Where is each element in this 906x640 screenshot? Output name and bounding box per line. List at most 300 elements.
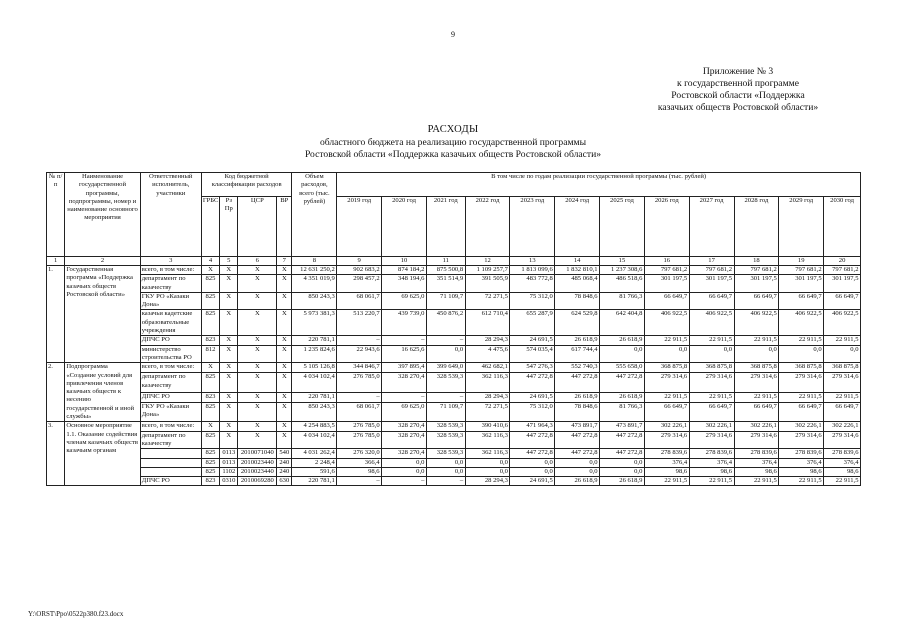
year-value-cell: –	[426, 336, 465, 345]
year-value-cell: 26 618,9	[600, 477, 645, 486]
index-cell: 12	[465, 257, 510, 266]
index-cell: 3	[140, 257, 201, 266]
vr-cell: X	[277, 336, 292, 345]
year-value-cell: 376,4	[734, 458, 779, 467]
year-value-cell: –	[337, 392, 382, 402]
vr-cell: X	[277, 345, 292, 363]
year-value-cell: 22 911,5	[689, 392, 734, 402]
col-header-year: 2022 год	[465, 197, 510, 257]
year-value-cell: 301 197,5	[779, 275, 824, 293]
index-cell: 2	[65, 257, 140, 266]
year-value-cell: 22 911,5	[824, 392, 861, 402]
year-value-cell: 298 457,2	[337, 275, 382, 293]
year-value-cell: 447 272,8	[510, 431, 555, 449]
program-name: Государственная программа «Поддержка казачьих обществ Ростовской области»	[65, 266, 140, 363]
file-path-footer: Y:\ORST\Ppo\0522p380.f23.docx	[28, 610, 124, 618]
year-value-cell: 483 772,8	[510, 275, 555, 293]
grbs-cell: 823	[201, 336, 219, 345]
year-value-cell: 328 270,4	[382, 373, 427, 392]
year-value-cell: 447 272,8	[555, 373, 600, 392]
col-header-executor: Ответственный исполнитель, участники	[140, 173, 201, 257]
year-value-cell: 0,0	[779, 345, 824, 363]
year-value-cell: 368 875,8	[779, 363, 824, 373]
index-cell: 17	[689, 257, 734, 266]
grbs-cell: 812	[201, 345, 219, 363]
csr-cell: X	[238, 336, 277, 345]
executor-cell: всего, в том числе:	[140, 266, 201, 275]
rz-cell: X	[220, 310, 238, 336]
vr-cell: X	[277, 431, 292, 449]
csr-cell: 2010069280	[238, 477, 277, 486]
appendix-line: Ростовской области «Поддержка	[671, 90, 805, 101]
grbs-cell: 825	[201, 310, 219, 336]
year-value-cell: 66 649,7	[779, 292, 824, 310]
year-value-cell: 0,0	[426, 467, 465, 476]
rz-cell: X	[220, 392, 238, 402]
year-value-cell: 612 710,4	[465, 310, 510, 336]
year-value-cell: 4 475,6	[465, 345, 510, 363]
year-value-cell: 797 681,2	[779, 266, 824, 275]
table-row	[47, 422, 861, 431]
year-value-cell: 0,0	[426, 345, 465, 363]
index-row	[47, 257, 861, 266]
year-value-cell: 797 681,2	[644, 266, 689, 275]
year-value-cell: 362 116,3	[465, 373, 510, 392]
year-value-cell: 22 911,5	[779, 477, 824, 486]
year-value-cell: 362 116,3	[465, 449, 510, 458]
year-value-cell: 276 785,0	[337, 422, 382, 431]
year-value-cell: 28 294,3	[465, 392, 510, 402]
total-cell: 5 973 381,3	[292, 310, 337, 336]
index-cell: 5	[220, 257, 238, 266]
table-row	[47, 345, 861, 363]
rz-cell: X	[220, 292, 238, 310]
vr-cell: X	[277, 363, 292, 373]
csr-cell: X	[238, 363, 277, 373]
year-value-cell: 75 312,0	[510, 292, 555, 310]
year-value-cell: 66 649,7	[689, 292, 734, 310]
index-cell: 8	[292, 257, 337, 266]
total-cell: 220 781,1	[292, 477, 337, 486]
year-value-cell: 24 691,5	[510, 477, 555, 486]
year-value-cell: 302 226,1	[734, 422, 779, 431]
appendix-block	[618, 66, 858, 114]
year-value-cell: 279 314,6	[689, 431, 734, 449]
csr-cell: 2010023440	[238, 458, 277, 467]
col-header-year: 2025 год	[600, 197, 645, 257]
total-cell: 4 031 262,4	[292, 449, 337, 458]
year-value-cell: 399 649,0	[426, 363, 465, 373]
expenditure-table	[46, 172, 861, 486]
index-cell: 6	[238, 257, 277, 266]
year-value-cell: 302 226,1	[689, 422, 734, 431]
year-value-cell: 547 276,3	[510, 363, 555, 373]
year-value-cell: 473 891,7	[555, 422, 600, 431]
year-value-cell: 16 625,6	[382, 345, 427, 363]
program-name: Подпрограмма «Создание условий для привлечения членов казачьих обществ к несению государственной и иной службы»	[65, 363, 140, 422]
table-row	[47, 449, 861, 458]
vr-cell: X	[277, 402, 292, 421]
index-cell: 16	[644, 257, 689, 266]
document-title	[0, 124, 906, 162]
grbs-cell: 825	[201, 292, 219, 310]
year-value-cell: 0,0	[555, 458, 600, 467]
title-main: РАСХОДЫ	[427, 124, 479, 135]
year-value-cell: 66 649,7	[644, 402, 689, 421]
rz-cell: 1102	[220, 467, 238, 476]
year-value-cell: 406 922,5	[689, 310, 734, 336]
year-value-cell: 22 911,5	[644, 336, 689, 345]
rz-cell: X	[220, 275, 238, 293]
year-value-cell: 279 314,6	[644, 373, 689, 392]
year-value-cell: 276 785,0	[337, 431, 382, 449]
csr-cell: X	[238, 392, 277, 402]
year-value-cell: 447 272,8	[600, 431, 645, 449]
year-value-cell: 301 197,5	[689, 275, 734, 293]
year-value-cell: 69 625,0	[382, 402, 427, 421]
year-value-cell: 0,0	[465, 467, 510, 476]
program-name: Основное мероприятие 1.1. Оказание содействия членам казачьих обществ казачьим органам	[65, 422, 140, 486]
col-header-year: 2021 год	[426, 197, 465, 257]
year-value-cell: 22 911,5	[644, 477, 689, 486]
year-value-cell: 22 911,5	[689, 336, 734, 345]
grbs-cell: 825	[201, 431, 219, 449]
year-value-cell: 66 649,7	[734, 402, 779, 421]
year-value-cell: 302 226,1	[644, 422, 689, 431]
rz-cell: X	[220, 266, 238, 275]
grbs-cell: 825	[201, 373, 219, 392]
year-value-cell: 0,0	[382, 458, 427, 467]
year-value-cell: 471 964,3	[510, 422, 555, 431]
year-value-cell: 81 766,3	[600, 292, 645, 310]
index-cell: 15	[600, 257, 645, 266]
year-value-cell: 655 287,9	[510, 310, 555, 336]
year-value-cell: 376,4	[824, 458, 861, 467]
year-value-cell: 0,0	[600, 345, 645, 363]
year-value-cell: –	[426, 477, 465, 486]
year-value-cell: 447 272,8	[600, 373, 645, 392]
grbs-cell: 825	[201, 458, 219, 467]
year-value-cell: 391 505,9	[465, 275, 510, 293]
col-header-grbs: ГРБС	[201, 197, 219, 257]
grbs-cell: X	[201, 363, 219, 373]
executor-cell: департамент по казачеству	[140, 373, 201, 392]
year-value-cell: 22 943,6	[337, 345, 382, 363]
vr-cell: X	[277, 275, 292, 293]
table-row	[47, 477, 861, 486]
grbs-cell: 825	[201, 467, 219, 476]
col-header-year: 2027 год	[689, 197, 734, 257]
executor-cell: ДПЧС РО	[140, 477, 201, 486]
csr-cell: X	[238, 275, 277, 293]
year-value-cell: 0,0	[644, 345, 689, 363]
page-number: 9	[451, 30, 455, 39]
col-header-year: 2019 год	[337, 197, 382, 257]
year-value-cell: 555 658,0	[600, 363, 645, 373]
year-value-cell: 66 649,7	[779, 402, 824, 421]
col-header-year: 2023 год	[510, 197, 555, 257]
grbs-cell: X	[201, 266, 219, 275]
year-value-cell: 0,0	[689, 345, 734, 363]
vr-cell: X	[277, 392, 292, 402]
executor-cell: департамент по казачеству	[140, 275, 201, 293]
year-value-cell: 328 270,4	[382, 431, 427, 449]
total-cell: 12 631 250,2	[292, 266, 337, 275]
year-value-cell: 368 875,8	[734, 363, 779, 373]
col-header-year: 2030 год	[824, 197, 861, 257]
year-value-cell: 328 270,4	[382, 422, 427, 431]
year-value-cell: 0,0	[382, 467, 427, 476]
rz-cell: 0310	[220, 477, 238, 486]
year-value-cell: 26 618,9	[600, 392, 645, 402]
col-header-years-group: В том числе по годам реализации государственной программы (тыс. рублей)	[337, 173, 861, 197]
year-value-cell: 26 618,9	[600, 336, 645, 345]
year-value-cell: 22 911,5	[689, 477, 734, 486]
year-value-cell: 302 226,1	[779, 422, 824, 431]
col-header-csr: ЦСР	[238, 197, 277, 257]
executor-cell	[140, 467, 201, 476]
year-value-cell: 75 312,0	[510, 402, 555, 421]
year-value-cell: 368 875,8	[689, 363, 734, 373]
year-value-cell: 66 649,7	[689, 402, 734, 421]
year-value-cell: 362 116,3	[465, 431, 510, 449]
executor-cell	[140, 458, 201, 467]
year-value-cell: 344 846,7	[337, 363, 382, 373]
year-value-cell: 447 272,8	[510, 373, 555, 392]
year-value-cell: 797 681,2	[734, 266, 779, 275]
executor-cell: ДПЧС РО	[140, 392, 201, 402]
col-header-volume: Объем расходов, всего (тыс. рублей)	[292, 173, 337, 257]
year-value-cell: 22 911,5	[779, 392, 824, 402]
rz-cell: X	[220, 373, 238, 392]
year-value-cell: 552 740,3	[555, 363, 600, 373]
year-value-cell: 279 314,6	[734, 373, 779, 392]
col-header-num: № п/п	[47, 173, 65, 257]
vr-cell: 240	[277, 467, 292, 476]
year-value-cell: 22 911,5	[824, 477, 861, 486]
table-row	[47, 310, 861, 336]
rz-cell: X	[220, 402, 238, 421]
vr-cell: 240	[277, 458, 292, 467]
col-header-year: 2026 год	[644, 197, 689, 257]
year-value-cell: 797 681,2	[689, 266, 734, 275]
col-header-year: 2029 год	[779, 197, 824, 257]
year-value-cell: 0,0	[510, 467, 555, 476]
year-value-cell: 22 911,5	[734, 392, 779, 402]
table-row	[47, 431, 861, 449]
year-value-cell: 473 891,7	[600, 422, 645, 431]
csr-cell: X	[238, 373, 277, 392]
year-value-cell: 1 813 099,6	[510, 266, 555, 275]
year-value-cell: 69 625,0	[382, 292, 427, 310]
index-cell: 18	[734, 257, 779, 266]
col-header-rz: Рз Пр	[220, 197, 238, 257]
year-value-cell: 22 911,5	[734, 336, 779, 345]
table-body	[47, 266, 861, 486]
index-cell: 9	[337, 257, 382, 266]
year-value-cell: 278 839,6	[689, 449, 734, 458]
year-value-cell: 439 739,0	[382, 310, 427, 336]
grbs-cell: X	[201, 422, 219, 431]
executor-cell: ГКУ РО «Казаки Дона»	[140, 292, 201, 310]
year-value-cell: 366,4	[337, 458, 382, 467]
executor-cell: министерство строительства РО	[140, 345, 201, 363]
executor-cell: казачьи кадетские образовательные учреждения	[140, 310, 201, 336]
index-cell: 4	[201, 257, 219, 266]
appendix-line: к государственной программе	[677, 78, 799, 89]
index-cell: 7	[277, 257, 292, 266]
year-value-cell: –	[337, 336, 382, 345]
year-value-cell: 447 272,8	[600, 449, 645, 458]
year-value-cell: 328 539,3	[426, 449, 465, 458]
year-value-cell: 24 691,5	[510, 392, 555, 402]
row-number: 3.	[47, 422, 65, 486]
year-value-cell: 71 109,7	[426, 402, 465, 421]
year-value-cell: 279 314,6	[734, 431, 779, 449]
rz-cell: X	[220, 345, 238, 363]
year-value-cell: 78 848,6	[555, 402, 600, 421]
year-value-cell: 279 314,6	[644, 431, 689, 449]
executor-cell: всего, в том числе:	[140, 422, 201, 431]
rz-cell: X	[220, 363, 238, 373]
vr-cell: X	[277, 310, 292, 336]
year-value-cell: 98,6	[779, 467, 824, 476]
year-value-cell: 0,0	[824, 345, 861, 363]
col-header-year: 2020 год	[382, 197, 427, 257]
year-value-cell: 406 922,5	[644, 310, 689, 336]
total-cell: 1 235 824,6	[292, 345, 337, 363]
year-value-cell: 0,0	[555, 467, 600, 476]
year-value-cell: 368 875,8	[824, 363, 861, 373]
vr-cell: 540	[277, 449, 292, 458]
total-cell: 4 351 019,9	[292, 275, 337, 293]
index-cell: 13	[510, 257, 555, 266]
year-value-cell: 376,4	[689, 458, 734, 467]
year-value-cell: 68 061,7	[337, 292, 382, 310]
csr-cell: X	[238, 266, 277, 275]
table-row	[47, 402, 861, 421]
year-value-cell: 624 529,8	[555, 310, 600, 336]
year-value-cell: 0,0	[510, 458, 555, 467]
csr-cell: X	[238, 345, 277, 363]
year-value-cell: 875 500,8	[426, 266, 465, 275]
executor-cell: ГКУ РО «Казаки Дона»	[140, 402, 201, 421]
table-row	[47, 458, 861, 467]
table-row	[47, 275, 861, 293]
index-cell: 19	[779, 257, 824, 266]
year-value-cell: 28 294,3	[465, 477, 510, 486]
year-value-cell: 26 618,9	[555, 336, 600, 345]
year-value-cell: 328 539,3	[426, 373, 465, 392]
year-value-cell: 22 911,5	[734, 477, 779, 486]
year-value-cell: 22 911,5	[824, 336, 861, 345]
csr-cell: X	[238, 292, 277, 310]
year-value-cell: 376,4	[779, 458, 824, 467]
year-value-cell: 66 649,7	[734, 292, 779, 310]
year-value-cell: 447 272,8	[555, 449, 600, 458]
grbs-cell: 825	[201, 275, 219, 293]
year-value-cell: 0,0	[734, 345, 779, 363]
year-value-cell: 278 839,6	[644, 449, 689, 458]
year-value-cell: 71 109,7	[426, 292, 465, 310]
year-value-cell: 574 035,4	[510, 345, 555, 363]
year-value-cell: –	[382, 477, 427, 486]
year-value-cell: 447 272,8	[555, 431, 600, 449]
col-header-vr: ВР	[277, 197, 292, 257]
year-value-cell: 276 785,0	[337, 373, 382, 392]
csr-cell: X	[238, 431, 277, 449]
year-value-cell: 66 649,7	[824, 292, 861, 310]
grbs-cell: 823	[201, 477, 219, 486]
year-value-cell: 68 061,7	[337, 402, 382, 421]
year-value-cell: 0,0	[465, 458, 510, 467]
year-value-cell: 397 895,4	[382, 363, 427, 373]
year-value-cell: –	[337, 477, 382, 486]
year-value-cell: 874 184,2	[382, 266, 427, 275]
year-value-cell: 1 237 308,6	[600, 266, 645, 275]
year-value-cell: 797 681,2	[824, 266, 861, 275]
total-cell: 4 254 883,5	[292, 422, 337, 431]
year-value-cell: 328 270,4	[382, 449, 427, 458]
year-value-cell: 376,4	[644, 458, 689, 467]
total-cell: 591,6	[292, 467, 337, 476]
year-value-cell: 390 410,6	[465, 422, 510, 431]
year-value-cell: 98,6	[337, 467, 382, 476]
appendix-line: Приложение № 3	[702, 66, 774, 77]
year-value-cell: 447 272,8	[510, 449, 555, 458]
executor-cell: департамент по казачеству	[140, 431, 201, 449]
row-number: 1.	[47, 266, 65, 363]
table-row	[47, 373, 861, 392]
year-value-cell: 368 875,8	[644, 363, 689, 373]
table-row	[47, 266, 861, 275]
year-value-cell: 28 294,3	[465, 336, 510, 345]
year-value-cell: 328 539,3	[426, 422, 465, 431]
year-value-cell: 513 220,7	[337, 310, 382, 336]
year-value-cell: 301 197,5	[734, 275, 779, 293]
year-value-cell: 78 848,6	[555, 292, 600, 310]
rz-cell: 0113	[220, 458, 238, 467]
table-row	[47, 336, 861, 345]
year-value-cell: 642 404,8	[600, 310, 645, 336]
row-number: 2.	[47, 363, 65, 422]
rz-cell: X	[220, 431, 238, 449]
index-cell: 10	[382, 257, 427, 266]
year-value-cell: 406 922,5	[824, 310, 861, 336]
year-value-cell: 301 197,5	[644, 275, 689, 293]
year-value-cell: 486 518,6	[600, 275, 645, 293]
year-value-cell: 351 514,9	[426, 275, 465, 293]
csr-cell: X	[238, 310, 277, 336]
year-value-cell: 279 314,6	[824, 373, 861, 392]
year-value-cell: 26 618,9	[555, 477, 600, 486]
year-value-cell: 66 649,7	[644, 292, 689, 310]
year-value-cell: 1 832 810,1	[555, 266, 600, 275]
csr-cell: X	[238, 422, 277, 431]
title-line: областного бюджета на реализацию государственной программы	[319, 136, 587, 148]
grbs-cell: 825	[201, 449, 219, 458]
table-row	[47, 467, 861, 476]
year-value-cell: 328 539,3	[426, 431, 465, 449]
appendix-line: казачьих обществ Ростовской области»	[657, 102, 819, 113]
year-value-cell: 279 314,6	[779, 373, 824, 392]
rz-cell: X	[220, 336, 238, 345]
year-value-cell: 276 320,0	[337, 449, 382, 458]
year-value-cell: –	[382, 336, 427, 345]
vr-cell: X	[277, 292, 292, 310]
year-value-cell: 348 194,6	[382, 275, 427, 293]
rz-cell: X	[220, 422, 238, 431]
